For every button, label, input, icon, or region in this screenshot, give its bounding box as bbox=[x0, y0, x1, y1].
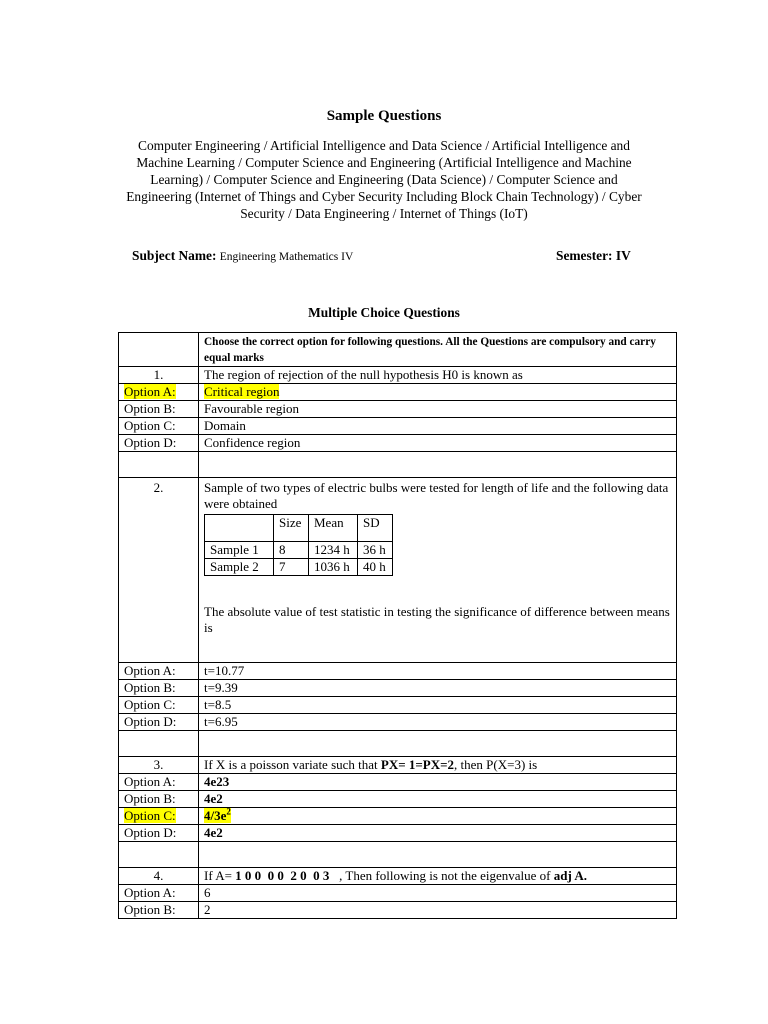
option-value: 4e23 bbox=[199, 774, 677, 791]
question-text: If X is a poisson variate such that PX= 1=PX=2, then P(X=3) is bbox=[199, 757, 677, 774]
option-value: Critical region bbox=[204, 384, 280, 399]
question-text: Sample of two types of electric bulbs were tested for length of life and the following data were obtained bbox=[204, 480, 669, 511]
table-header-row: Size Mean SD bbox=[205, 515, 393, 542]
subject-value: Engineering Mathematics IV bbox=[219, 251, 354, 263]
spacer-row bbox=[119, 842, 677, 868]
questions-table bbox=[118, 332, 677, 919]
option-value: 2 bbox=[199, 902, 677, 919]
option-row bbox=[119, 697, 677, 714]
option-row bbox=[119, 401, 677, 418]
option-row bbox=[119, 663, 677, 680]
option-label: Option D: bbox=[119, 714, 199, 731]
option-label: Option A: bbox=[119, 885, 199, 902]
question-number: 4. bbox=[119, 868, 199, 885]
probability-expression: PX= 1=PX=2 bbox=[380, 757, 455, 772]
option-label: Option D: bbox=[119, 435, 199, 452]
option-row bbox=[119, 680, 677, 697]
question-row-1 bbox=[119, 367, 677, 384]
semester-value: IV bbox=[615, 248, 631, 263]
option-row bbox=[119, 435, 677, 452]
option-row bbox=[119, 384, 677, 401]
option-label: Option C: bbox=[124, 808, 176, 823]
option-label: Option B: bbox=[119, 401, 199, 418]
option-label: Option C: bbox=[119, 418, 199, 435]
option-value: Confidence region bbox=[199, 435, 677, 452]
bulb-data-table bbox=[204, 514, 393, 576]
matrix-expression: 1 0 0 0 0 2 0 0 3 bbox=[235, 868, 330, 883]
question-text: If A= 1 0 0 0 0 2 0 0 3 , Then following is not the eigenvalue of adj A. bbox=[199, 868, 677, 885]
semester-label: Semester: bbox=[556, 248, 613, 263]
option-label: Option A: bbox=[119, 774, 199, 791]
spacer-row bbox=[119, 731, 677, 757]
option-value: t=9.39 bbox=[199, 680, 677, 697]
spacer-row bbox=[119, 452, 677, 478]
question-text: The region of rejection of the null hypothesis H0 is known as bbox=[199, 367, 677, 384]
option-label: Option B: bbox=[119, 680, 199, 697]
subject-line bbox=[132, 248, 353, 264]
option-row bbox=[119, 825, 677, 842]
departments-list: Computer Engineering / Artificial Intelligence and Data Science / Artificial Intelligence and Machine Learning / Computer Science and Engineering (Artificial Intelligence and Machine Learning) / Computer Science and Engineering (Data Science) / Computer Science and Engineering (Internet of Things and Cyber Security Including Block Chain Technology) / Cyber Security / Data Engineering / Internet of Things (IoT) bbox=[126, 138, 642, 221]
mcq-heading: Multiple Choice Questions bbox=[308, 305, 460, 320]
option-row bbox=[119, 774, 677, 791]
option-value: Domain bbox=[199, 418, 677, 435]
option-value: 6 bbox=[199, 885, 677, 902]
question-row-4 bbox=[119, 868, 677, 885]
option-label: Option C: bbox=[119, 697, 199, 714]
table-row: Sample 2 7 1036 h 40 h bbox=[205, 559, 393, 576]
option-label: Option B: bbox=[119, 902, 199, 919]
option-value: t=6.95 bbox=[199, 714, 677, 731]
question-text-continued: The absolute value of test statistic in testing the significance of difference between means is bbox=[204, 604, 670, 635]
option-value: t=8.5 bbox=[199, 697, 677, 714]
subject-label: Subject Name: bbox=[132, 248, 217, 263]
option-row bbox=[119, 902, 677, 919]
option-value: Favourable region bbox=[199, 401, 677, 418]
option-label: Option A: bbox=[119, 663, 199, 680]
option-label: Option A: bbox=[124, 384, 176, 399]
option-value: t=10.77 bbox=[199, 663, 677, 680]
option-value: 4e2 bbox=[199, 791, 677, 808]
page-title: Sample Questions bbox=[326, 108, 442, 124]
table-row: Sample 1 8 1234 h 36 h bbox=[205, 542, 393, 559]
option-row bbox=[119, 808, 677, 825]
option-row bbox=[119, 791, 677, 808]
instructions-row bbox=[119, 333, 677, 367]
question-number: 1. bbox=[119, 367, 199, 384]
option-label: Option B: bbox=[119, 791, 199, 808]
option-value: $4/3e^2$ bbox=[204, 806, 231, 823]
question-number: 3. bbox=[119, 757, 199, 774]
option-row bbox=[119, 714, 677, 731]
instructions-text: Choose the correct option for following questions. All the Questions are compulsory and carry equal marks bbox=[199, 333, 677, 367]
option-label: Option D: bbox=[119, 825, 199, 842]
question-number: 2. bbox=[119, 478, 199, 663]
question-row-2 bbox=[119, 478, 677, 663]
option-row bbox=[119, 418, 677, 435]
option-row bbox=[119, 885, 677, 902]
semester-line bbox=[556, 248, 631, 264]
question-row-3 bbox=[119, 757, 677, 774]
option-value: 4e2 bbox=[199, 825, 677, 842]
